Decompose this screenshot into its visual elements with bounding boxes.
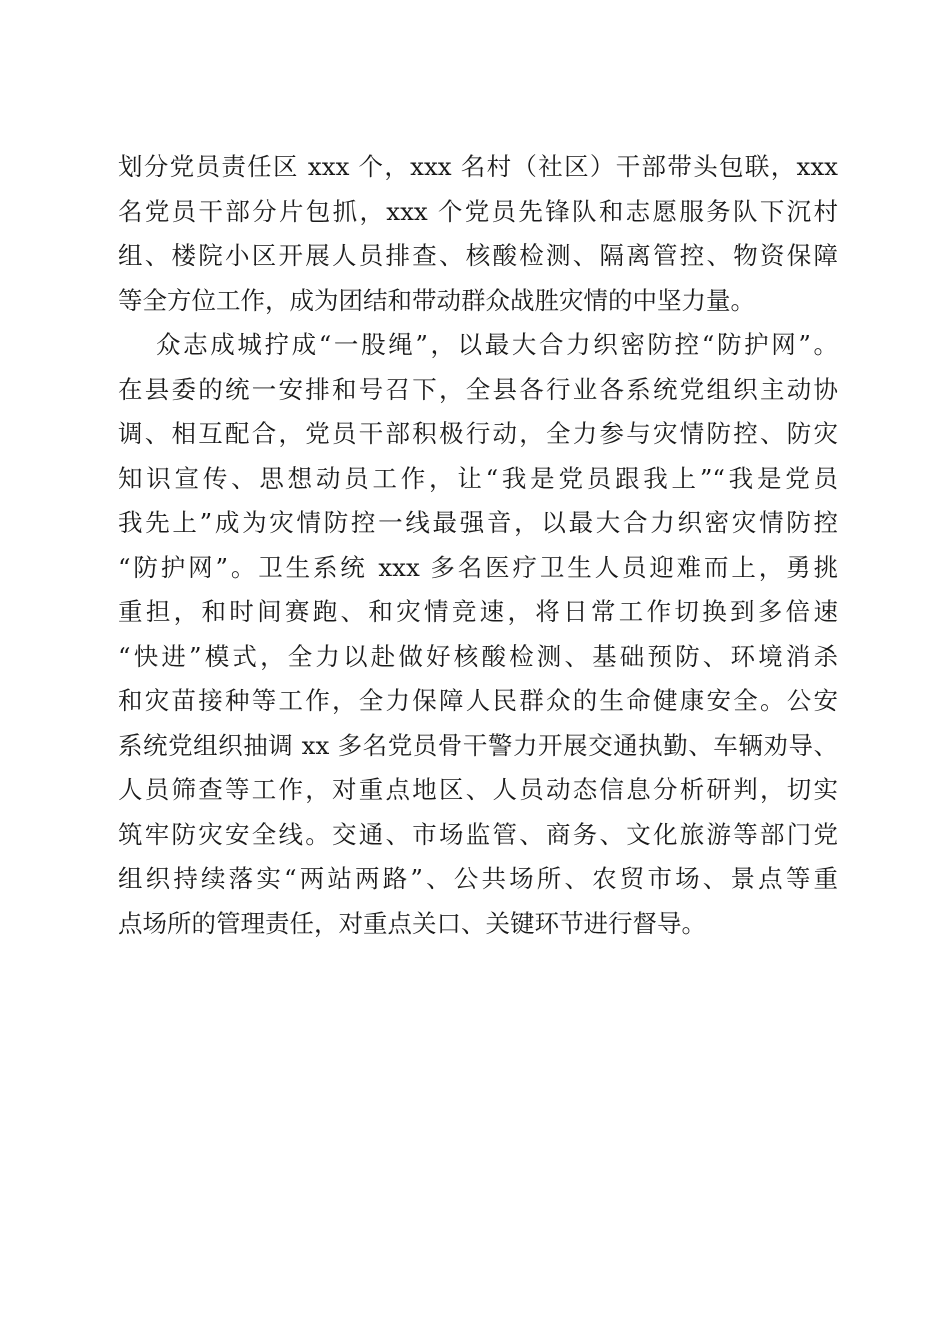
paragraph-2-line-14: 点场所的管理责任，对重点关口、关键环节进行督导。: [118, 908, 706, 938]
paragraph-2-line-5: 我先上”成为灾情防控一线最强音，以最大合力织密灾情防控: [118, 508, 838, 537]
paragraph-2-line-6: “防护网”。卫生系统 xxx 多名医疗卫生人员迎难而上，勇挑: [118, 552, 838, 582]
paragraph-2-line-10: 系统党组织抽调 xx 多名党员骨干警力开展交通执勤、车辆劝导、: [118, 730, 838, 760]
document-body: [118, 145, 838, 946]
paragraph-2-line-4: 知识宣传、思想动员工作，让“我是党员跟我上”“我是党员: [118, 463, 838, 493]
paragraph-2-line-11: 人员筛查等工作，对重点地区、人员动态信息分析研判，切实: [118, 775, 838, 804]
paragraph-1-line-1: 划分党员责任区 xxx 个，xxx 名村（社区）干部带头包联，xxx: [118, 152, 838, 181]
paragraph-2-line-12: 筑牢防灾安全线。交通、市场监管、商务、文化旅游等部门党: [118, 819, 838, 849]
paragraph-1-line-4: 等全方位工作，成为团结和带动群众战胜灾情的中坚力量。: [118, 285, 755, 315]
paragraph-2-line-8: “快进”模式，全力以赴做好核酸检测、基础预防、环境消杀: [118, 641, 838, 671]
paragraph-1-line-3: 组、楼院小区开展人员排查、核酸检测、隔离管控、物资保障: [118, 241, 838, 270]
paragraph-2-line-2: 在县委的统一安排和号召下，全县各行业各系统党组织主动协: [118, 374, 838, 404]
paragraph-1-line-2: 名党员干部分片包抓，xxx 个党员先锋队和志愿服务队下沉村: [118, 196, 838, 226]
paragraph-2-line-3: 调、相互配合，党员干部积极行动，全力参与灾情防控、防灾: [118, 419, 838, 448]
paragraph-2-line-1: 众志成城拧成“一股绳”，以最大合力织密防控“防护网”。: [156, 330, 838, 359]
paragraph-2-line-13: 组织持续落实“两站两路”、公共场所、农贸市场、景点等重: [118, 864, 838, 893]
paragraph-2-line-7: 重担，和时间赛跑、和灾情竞速，将日常工作切换到多倍速: [118, 597, 838, 626]
paragraph-2-line-9: 和灾苗接种等工作，全力保障人民群众的生命健康安全。公安: [118, 686, 838, 715]
